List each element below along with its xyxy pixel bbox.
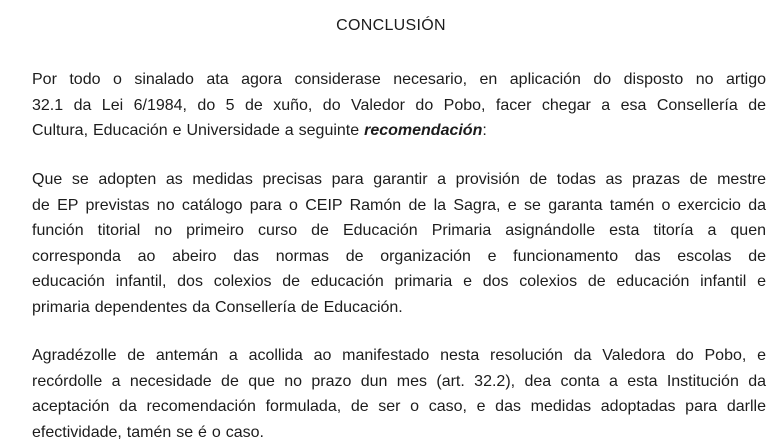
text-segment: Cultura, Educación e Universidade a seguinte — [32, 122, 364, 139]
text-line: de EP previstas no catálogo para o CEIP Ramón de la Sagra, e se garanta tamén o exercicio da — [32, 193, 766, 219]
document-title: CONCLUSIÓN — [0, 16, 782, 36]
paragraph-closing — [32, 343, 766, 445]
recommendation-emphasis: recomendación — [364, 122, 482, 139]
text-line: aceptación da recomendación formulada, de ser o caso, e das medidas adoptadas para darlle — [32, 394, 766, 420]
paragraph-recommendation — [32, 167, 766, 320]
text-line: 32.1 da Lei 6/1984, do 5 de xuño, do Valedor do Pobo, facer chegar a esa Consellería de — [32, 93, 766, 119]
paragraph-intro — [32, 67, 766, 144]
text-line: Agradézolle de antemán a acollida ao manifestado nesta resolución da Valedora do Pobo, e — [32, 343, 766, 369]
text-line: primaria dependentes da Consellería de Educación. — [32, 295, 766, 321]
text-line: efectividade, tamén se é o caso. — [32, 420, 766, 445]
text-line — [32, 118, 766, 144]
text-segment: : — [482, 122, 486, 139]
text-line: Por todo o sinalado ata agora considerase necesario, en aplicación do disposto no artigo — [32, 67, 766, 93]
text-line: recórdolle a necesidade de que no prazo dun mes (art. 32.2), dea conta a esta Institución da — [32, 369, 766, 395]
text-line: Que se adopten as medidas precisas para garantir a provisión de todas as prazas de mestre — [32, 167, 766, 193]
text-line: función titorial no primeiro curso de Educación Primaria asignándolle esta titoría a quen — [32, 218, 766, 244]
text-line: corresponda ao abeiro das normas de organización e funcionamento das escolas de — [32, 244, 766, 270]
text-line: educación infantil, dos colexios de educación primaria e dos colexios de educación infantil e — [32, 269, 766, 295]
